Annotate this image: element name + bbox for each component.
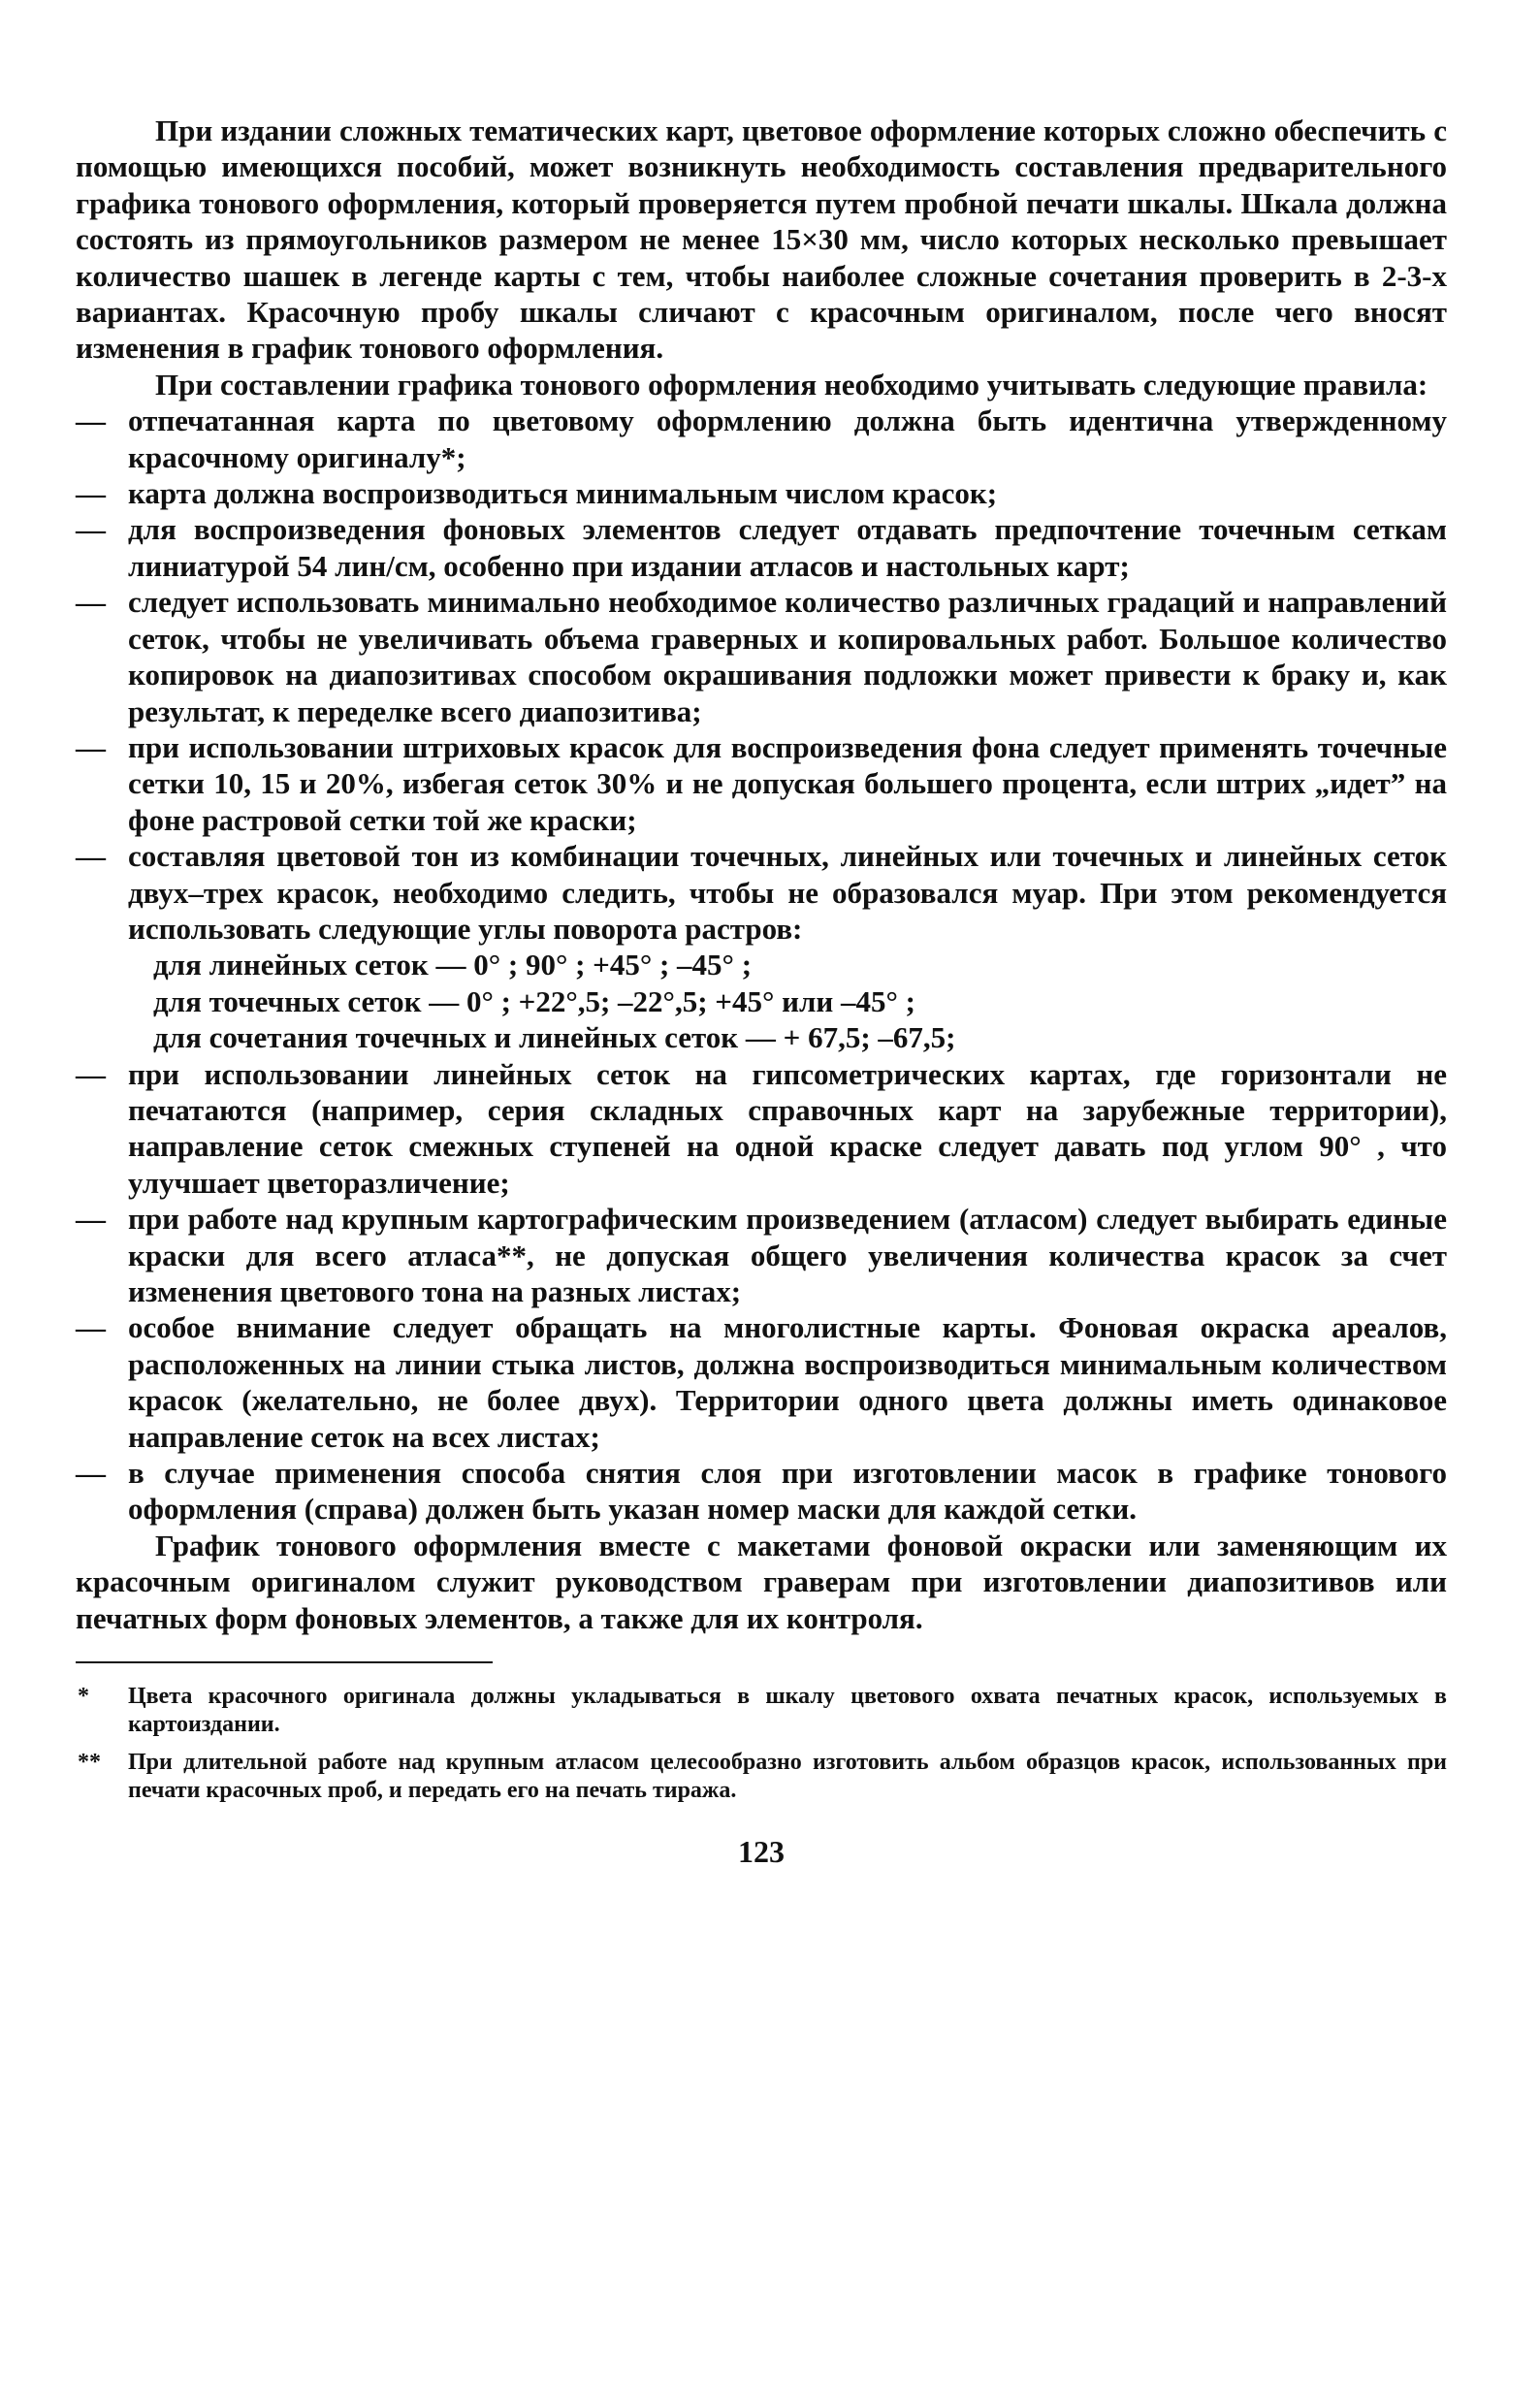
rule-text: отпечатанная карта по цветовому оформлению должна быть идентична утвержденному красочному оригиналу*; <box>128 403 1447 474</box>
rule-text: особое внимание следует обращать на многолистные карты. Фоновая окраска ареалов, расположенных на линии стыка листов, должна воспроизводиться минимальным количеством красок (желательно, не более двух). Территории одного цвета должны иметь одинаковое направление сеток на всех листах; <box>128 1310 1447 1454</box>
dash-marker: — <box>76 729 106 764</box>
dash-marker: — <box>76 1456 106 1491</box>
rule-text: при работе над крупным картографическим произведением (атласом) следует выбирать единые краски для всего атласа**, не допуская общего увеличения количества красок за счет изменения цветового тона на разных листах; <box>128 1202 1447 1308</box>
rules-list <box>76 402 1447 1528</box>
dash-marker: — <box>76 839 106 874</box>
dash-marker: — <box>76 403 106 438</box>
footnote-text: Цвета красочного оригинала должны укладываться в шкалу цветового охвата печатных красок, используемых в картоиздании. <box>128 1684 1447 1738</box>
dash-marker: — <box>76 512 106 547</box>
rule-item <box>76 584 1447 729</box>
body-text <box>76 113 1447 1636</box>
rule-item <box>76 511 1447 584</box>
rule-item <box>76 1201 1447 1309</box>
paragraph-closing: График тонового оформления вместе с макетами фоновой окраски или заменяющим их красочным оригиналом служит руководством граверам при изготовлении диапозитивов или печатных форм фоновых элементов, а также для их контроля. <box>76 1528 1447 1635</box>
page-number: 123 <box>738 1834 785 1870</box>
rule-text: следует использовать минимально необходимое количество различных градаций и направлений сеток, чтобы не увеличивать объема граверных и копировальных работ. Большое количество копировок на диапозитивах способом окрашивания подложки может привести к браку и, как результат, к переделке всего диапозитива; <box>128 585 1447 728</box>
dash-marker: — <box>76 585 106 620</box>
rule-text: при использовании линейных сеток на гипсометрических картах, где горизонтали не печатаются (например, серия складных справочных карт на зарубежные территории), направление сеток смежных ступеней на одной краске следует давать под углом 90° , что улучшает цветоразличение; <box>128 1056 1447 1200</box>
footnote <box>76 1683 1447 1739</box>
rule-item <box>76 1056 1447 1202</box>
dash-marker: — <box>76 1310 106 1345</box>
footnote-separator <box>76 1661 493 1663</box>
rule-item <box>76 1455 1447 1528</box>
angles-line: для точечных сеток — 0° ; +22°,5; –22°,5; +45° или –45° ; <box>153 983 915 1018</box>
rule-text: для воспроизведения фоновых элементов следует отдавать предпочтение точечным сеткам линиатурой 54 лин/см, особенно при издании атласов и настольных карт; <box>128 512 1447 583</box>
dash-marker: — <box>76 1056 106 1091</box>
paragraph-intro: При издании сложных тематических карт, цветовое оформление которых сложно обеспечить с помощью имеющихся пособий, может возникнуть необходимость составления предварительного графика тонового оформления, который проверяется путем пробной печати шкалы. Шкала должна состоять из прямоугольников размером не менее 15×30 мм, число которых несколько превышает количество шашек в легенде карты с тем, чтобы наиболее сложные сочетания проверить в 2-3-х вариантах. Красочную пробу шкалы сличают с красочным оригиналом, после чего вносят изменения в график тонового оформления. <box>76 113 1447 366</box>
rule-item <box>76 838 1447 947</box>
footnote-mark: * <box>78 1684 89 1710</box>
rule-item <box>76 475 1447 511</box>
screen-angles-list <box>76 947 1447 1055</box>
angles-line: для линейных сеток — 0° ; 90° ; +45° ; –45° ; <box>153 948 753 982</box>
rule-text: в случае применения способа снятия слоя при изготовлении масок в графике тонового оформления (справа) должен быть указан номер маски для каждой сетки. <box>128 1456 1447 1527</box>
rule-item <box>76 729 1447 838</box>
rule-item <box>76 1309 1447 1455</box>
rule-text: карта должна воспроизводиться минимальным числом красок; <box>128 476 998 511</box>
rule-text: составляя цветовой тон из комбинации точечных, линейных или точечных и линейных сеток двух–трех красок, необходимо следить, чтобы не образовался муар. При этом рекомендуется использовать следующие углы поворота растров: <box>128 839 1447 946</box>
footnote <box>76 1749 1447 1805</box>
dash-marker: — <box>76 476 106 511</box>
footnote-mark: ** <box>78 1750 101 1776</box>
footnote-text: При длительной работе над крупным атласом целесообразно изготовить альбом образцов красок, использованных при печати красочных проб, и передать его на печать тиража. <box>128 1750 1447 1804</box>
angles-line: для сочетания точечных и линейных сеток — + 67,5; –67,5; <box>153 1020 956 1055</box>
dash-marker: — <box>76 1202 106 1237</box>
footnotes <box>76 1683 1447 1805</box>
rule-text: при использовании штриховых красок для воспроизведения фона следует применять точечные сетки 10, 15 и 20%, избегая сеток 30% и не допуская большего процента, если штрих „идет” на фоне растровой сетки той же краски; <box>128 729 1447 837</box>
rule-item <box>76 402 1447 475</box>
paragraph-rules-lead: При составлении графика тонового оформления необходимо учитывать следующие правила: <box>155 367 1428 402</box>
